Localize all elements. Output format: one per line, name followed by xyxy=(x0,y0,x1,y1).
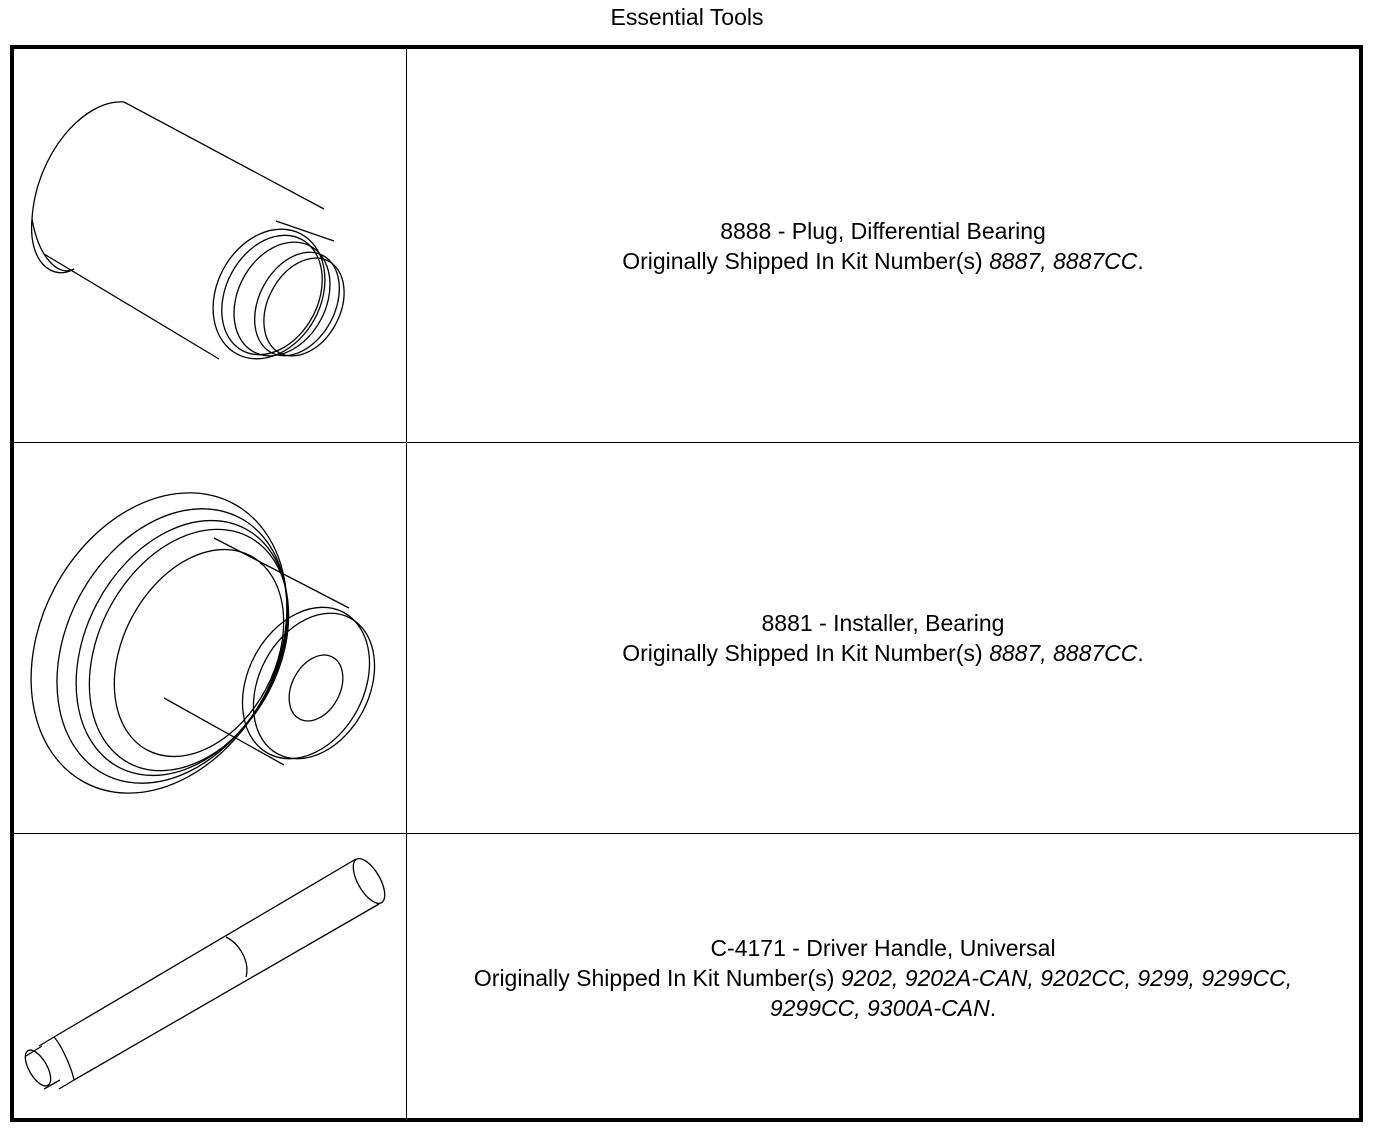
kit-numbers: 8887, 8887CC xyxy=(989,247,1138,274)
shipped-label: Originally Shipped In Kit Number(s) xyxy=(622,640,990,666)
kit-numbers: 8887, 8887CC xyxy=(989,640,1138,666)
page-title: Essential Tools xyxy=(610,4,764,30)
tool-name: 8881 - Installer, Bearing xyxy=(761,610,1005,636)
shipped-label: Originally Shipped In Kit Number(s) xyxy=(473,965,841,991)
tool-description xyxy=(407,834,1359,1122)
tool-row xyxy=(14,834,1359,1122)
tool-row xyxy=(14,443,1359,834)
period: . xyxy=(989,995,997,1021)
kit-numbers: 9202, 9202A-CAN, 9202CC, 9299, 9299CC, 9299CC, 9300A-CAN xyxy=(769,965,1293,1021)
period: . xyxy=(1137,247,1144,274)
period: . xyxy=(1137,640,1144,666)
tool-description xyxy=(407,443,1359,833)
differential-bearing-plug-icon xyxy=(14,49,406,443)
tool-name: C-4171 - Driver Handle, Universal xyxy=(710,935,1056,961)
tool-name: 8888 - Plug, Differential Bearing xyxy=(720,217,1046,244)
tool-description xyxy=(407,49,1359,442)
tools-table xyxy=(10,45,1363,1122)
tool-image-cell xyxy=(14,443,407,833)
bearing-installer-icon xyxy=(14,443,406,834)
tool-image-cell xyxy=(14,834,407,1122)
shipped-label: Originally Shipped In Kit Number(s) xyxy=(622,247,990,274)
tool-row xyxy=(14,49,1359,443)
tool-image-cell xyxy=(14,49,407,442)
driver-handle-icon xyxy=(14,834,406,1122)
